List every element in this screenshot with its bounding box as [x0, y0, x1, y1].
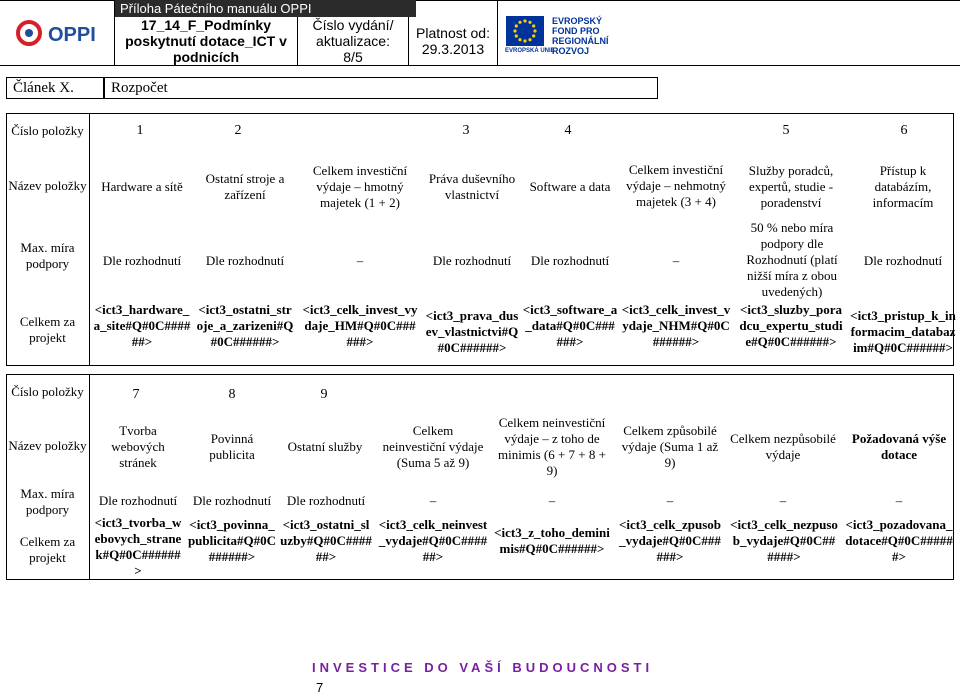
item-number: 3 — [462, 123, 470, 138]
max-rate: – — [356, 253, 364, 268]
oppi-logo-text: OPPI — [48, 24, 96, 46]
item-number: 6 — [900, 123, 908, 138]
max-rate: Dle rozhodnutí — [286, 493, 366, 508]
total-field: <ict3_ostatni_stroje_a_zarizeni#Q#0C######> — [196, 302, 294, 349]
total-field: <ict3_sluzby_poradcu_expertu_studie#Q#0C######> — [739, 302, 843, 349]
total-field: <ict3_celk_neinvest_vydaje#Q#0C######> — [378, 517, 488, 564]
total-field: <ict3_celk_zpusob_vydaje#Q#0C######> — [618, 517, 722, 564]
item-name: Požadovaná výše dotace — [851, 431, 947, 462]
page-number: 7 — [316, 680, 324, 695]
max-rate: – — [672, 253, 680, 268]
max-rate: Dle rozhodnutí — [192, 493, 272, 508]
row-label-item-name: Název položky — [8, 438, 87, 453]
item-name: Ostatní stroje a zařízení — [205, 171, 285, 202]
max-rate: – — [895, 493, 903, 508]
valid-label: Platnost od: — [416, 25, 490, 41]
total-field: <ict3_prava_dusev_vlastnictvi#Q#0C######> — [425, 308, 519, 355]
max-rate: Dle rozhodnutí — [432, 253, 512, 268]
item-name: Povinná publicita — [209, 431, 255, 462]
divider — [0, 65, 960, 66]
item-name: Software a data — [529, 179, 611, 194]
valid-value: 29.3.2013 — [421, 41, 485, 57]
item-name: Celkem investiční výdaje – hmotný majetek (1 + 2) — [312, 163, 408, 210]
edition-value: 8/5 — [343, 49, 363, 65]
total-field: <ict3_celk_nezpusob_vydaje#Q#0C######> — [730, 517, 838, 564]
total-field: <ict3_povinna_publicita#Q#0C######> — [187, 517, 277, 564]
edition-label: Číslo vydání/ aktualizace: — [312, 17, 394, 49]
item-number: 9 — [320, 387, 328, 402]
item-number: 4 — [564, 123, 572, 138]
max-rate: Dle rozhodnutí — [102, 253, 182, 268]
item-number: 5 — [782, 123, 790, 138]
item-name: Tvorba webových stránek — [111, 423, 165, 470]
total-field: <ict3_celk_invest_vydaje_NHM#Q#0C######> — [621, 302, 731, 349]
max-rate: Dle rozhodnutí — [98, 493, 178, 508]
eu-flag-icon — [506, 16, 544, 46]
edition-cell — [298, 17, 408, 65]
item-number: 1 — [136, 123, 144, 138]
row-label-item-no: Číslo položky — [11, 123, 84, 138]
row-label-total: Celkem za projekt — [19, 534, 76, 565]
total-field: <ict3_z_toho_deminimis#Q#0C######> — [494, 525, 610, 556]
article-label: Článek X. — [6, 77, 104, 99]
item-name: Přístup k databázím, informacím — [872, 163, 934, 210]
total-field: <ict3_pristup_k_informacim_databazim#Q#0C######> — [850, 308, 956, 355]
max-rate: – — [548, 493, 556, 508]
footer-slogan: INVESTICE DO VAŠÍ BUDOUCNOSTI — [312, 660, 654, 675]
item-number: 7 — [132, 387, 140, 402]
max-rate: – — [779, 493, 787, 508]
max-rate: – — [666, 493, 674, 508]
item-name: Hardware a sítě — [101, 179, 183, 194]
item-name: Celkem neinvestiční výdaje (Suma 5 až 9) — [382, 423, 484, 470]
total-field: <ict3_tvorba_webovych_stranek#Q#0C######> — [94, 515, 182, 578]
doc-name: 17_14_F_Podmínky poskytnutí dotace_ICT v podnicích — [125, 17, 287, 65]
max-rate: – — [429, 493, 437, 508]
item-name: Ostatní služby — [287, 439, 363, 454]
row-label-total: Celkem za projekt — [19, 314, 76, 345]
item-name: Celkem investiční výdaje – nehmotný majetek (3 + 4) — [626, 162, 726, 209]
article-title: Rozpočet — [104, 77, 658, 99]
item-name: Celkem neinvestiční výdaje – z toho de minimis (6 + 7 + 8 + 9) — [498, 415, 606, 478]
total-field: <ict3_hardware_a_site#Q#0C######> — [93, 302, 191, 349]
item-name: Práva duševního vlastnictví — [428, 171, 516, 202]
fund-text: EVROPSKÝ FOND PRO REGIONÁLNÍ ROZVOJ — [552, 16, 609, 56]
total-field: <ict3_ostatni_sluzby#Q#0C######> — [280, 517, 372, 564]
annex-label: Příloha Pátečního manuálu OPPI — [114, 0, 416, 17]
max-rate: 50 % nebo míra podpory dle Rozhodnutí (platí nižší míra z obou uvedených) — [746, 220, 838, 299]
item-name: Celkem nezpůsobilé výdaje — [730, 431, 836, 462]
validity-cell — [409, 17, 497, 65]
item-number: 2 — [234, 123, 242, 138]
max-rate: Dle rozhodnutí — [205, 253, 285, 268]
row-label-max-rate: Max. míra podpory — [20, 486, 75, 517]
row-label-item-name: Název položky — [8, 178, 87, 193]
total-field: <ict3_software_a_data#Q#0C######> — [522, 302, 618, 349]
row-label-max-rate: Max. míra podpory — [20, 240, 75, 271]
max-rate: Dle rozhodnutí — [530, 253, 610, 268]
row-label-item-no: Číslo položky — [11, 384, 84, 399]
total-field: <ict3_celk_invest_vydaje_HM#Q#0C######> — [302, 302, 418, 349]
item-number: 8 — [228, 387, 236, 402]
document-header — [0, 0, 960, 66]
oppi-logo — [16, 18, 108, 48]
max-rate: Dle rozhodnutí — [863, 253, 943, 268]
total-field: <ict3_pozadovana_dotace#Q#0C######> — [845, 517, 953, 564]
item-name: Služby poradců, expertů, studie - poradenství — [748, 163, 834, 210]
item-name: Celkem způsobilé výdaje (Suma 1 až 9) — [621, 423, 719, 470]
eu-label: EVROPSKÁ UNIE — [505, 48, 555, 54]
